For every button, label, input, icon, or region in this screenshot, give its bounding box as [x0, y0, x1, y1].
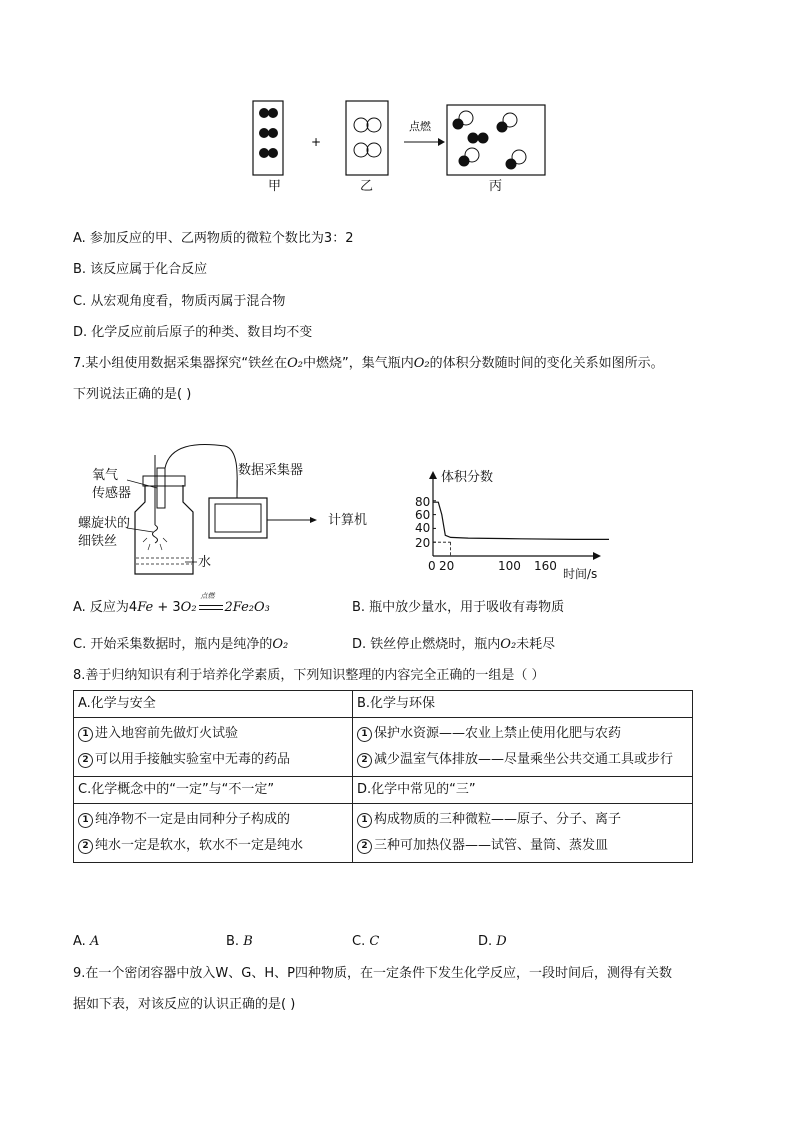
q8-option-b: [226, 934, 253, 950]
x-tick-20: 20: [439, 559, 455, 573]
table-row: [74, 777, 693, 804]
q7-stem-part1: 7.某小组使用数据采集器探究“铁丝在: [73, 356, 288, 371]
table-row: [74, 691, 693, 718]
cell-d-head: D.化学中常见的“三”: [353, 777, 693, 804]
q7-opt-a-prefix: A. 反应为4: [73, 600, 138, 615]
y-tick-60: 60: [415, 508, 431, 522]
arrow-head: [438, 138, 445, 146]
q7-option-b: B. 瓶中放少量水，用于吸收有毒物质: [352, 600, 565, 615]
cell-b-item-1: [357, 721, 688, 747]
q7-stem-line1: [73, 356, 664, 372]
equation-equals-sign: [199, 605, 223, 610]
cell-c-item-1-text: 纯净物不一定是由同种分子构成的: [95, 812, 291, 827]
cell-a-item-1-text: 进入地窖前先做灯火试验: [95, 726, 239, 741]
q7-opt-d-o2: O₂: [500, 637, 517, 652]
o2-curve: [433, 502, 609, 539]
label-data-collector: 数据采集器: [238, 463, 304, 478]
cell-c-head: C.化学概念中的“一定”与“不一定”: [74, 777, 353, 804]
label-bing: 丙: [489, 179, 503, 194]
q8-option-d: [478, 934, 507, 950]
table-row: [74, 804, 693, 863]
wire-leader: [127, 528, 153, 532]
table-row: [74, 718, 693, 777]
label-jia: 甲: [268, 179, 282, 194]
q7-opt-c-text: C. 开始采集数据时，瓶内是纯净的: [73, 637, 273, 652]
q7-opt-d-text: D. 铁丝停止燃烧时，瓶内: [352, 637, 501, 652]
box-yi: [346, 101, 388, 175]
q8-option-a-prefix: A.: [73, 934, 90, 949]
oxygen-sensor-probe: [157, 468, 165, 508]
q7-o2-b: O₂: [413, 356, 430, 371]
q6-option-d: D. 化学反应前后原子的种类、数目均不变: [73, 325, 313, 340]
q7-stem-part2: 中燃烧”，集气瓶内: [303, 356, 414, 371]
cell-c-body: [74, 804, 353, 863]
spark-marks: [143, 538, 167, 550]
circle-number-2: 2: [357, 839, 372, 854]
plus-sign: +: [311, 135, 322, 149]
q7-opt-a-o2: O₂: [180, 600, 197, 615]
particle-diagram: [240, 98, 560, 198]
y-tick-20: 20: [415, 536, 431, 550]
y-axis-arrow: [429, 471, 437, 479]
q8-option-d-prefix: D.: [478, 934, 497, 949]
circle-number-2: 2: [357, 753, 372, 768]
data-collector-screen: [215, 504, 261, 532]
label-oxygen-sensor-1: 氧气: [92, 468, 119, 483]
q8-option-c-prefix: C.: [352, 934, 370, 949]
q7-opt-a-eq: [197, 592, 225, 616]
q6-option-c: C. 从宏观角度看，物质丙属于混合物: [73, 294, 286, 309]
cell-c-item-2: [78, 833, 348, 859]
q7-opt-a-condition: 点燃: [200, 592, 215, 600]
knowledge-table: [73, 690, 693, 863]
q7-opt-a-product: 2Fe₂O₃: [224, 600, 270, 615]
graph-y-label: 体积分数: [441, 470, 494, 485]
q7-o2-a: O₂: [287, 356, 304, 371]
cell-b-item-2-text: 减少温室气体排放——尽量乘坐公共交通工具或步行: [374, 752, 674, 767]
q7-option-d: [352, 637, 555, 653]
label-iron-wire-2: 细铁丝: [78, 534, 118, 549]
cell-a-body: [74, 718, 353, 777]
apparatus-diagram: [85, 440, 385, 580]
cell-d-item-1-text: 构成物质的三种微粒——原子、分子、离子: [374, 812, 622, 827]
cell-b-head: B.化学与环保: [353, 691, 693, 718]
cell-a-head: A.化学与安全: [74, 691, 353, 718]
cell-b-item-1-text: 保护水资源——农业上禁止使用化肥与农药: [374, 726, 622, 741]
cell-d-item-2: [357, 833, 688, 859]
molecules-bing: [453, 111, 526, 169]
q7-opt-a-mid: + 3: [153, 600, 181, 615]
q7-option-c: [73, 637, 288, 653]
circle-number-1: 1: [78, 813, 93, 828]
label-yi: 乙: [360, 179, 374, 194]
circle-number-1: 1: [78, 727, 93, 742]
cell-d-item-2-text: 三种可加热仪器——试管、量筒、蒸发皿: [374, 838, 609, 853]
y-tick-80: 80: [415, 495, 431, 509]
cell-d-item-1: [357, 807, 688, 833]
q6-option-a: A. 参加反应的甲、乙两物质的微粒个数比为3：2: [73, 231, 354, 246]
cell-c-item-2-text: 纯水一定是软水，软水不一定是纯水: [95, 838, 304, 853]
molecules-yi: [354, 118, 381, 157]
sensor-leader: [127, 480, 157, 488]
cell-b-body: [353, 718, 693, 777]
sensor-cable: [165, 445, 237, 498]
circle-number-2: 2: [78, 839, 93, 854]
circle-number-1: 1: [357, 813, 372, 828]
iron-wire-spiral: [153, 525, 158, 543]
x-tick-0: 0: [428, 559, 436, 573]
x-tick-100: 100: [498, 559, 521, 573]
arrow-to-computer-head: [310, 517, 317, 523]
q6-option-b: B. 该反应属于化合反应: [73, 262, 208, 277]
bottle-stopper: [143, 476, 185, 486]
q9-stem-line2: 据如下表，对该反应的认识正确的是( ): [73, 997, 296, 1012]
x-axis-arrow: [593, 552, 601, 560]
q7-stem-part3: 的体积分数随时间的变化关系如图所示。: [429, 356, 664, 371]
q8-option-a: [73, 934, 99, 950]
q8-option-c-letter: C: [369, 934, 380, 949]
circle-number-2: 2: [78, 753, 93, 768]
atoms-jia: [259, 108, 278, 158]
q8-option-c: [352, 934, 379, 950]
q7-stem-line2: 下列说法正确的是( ): [73, 387, 192, 402]
q8-option-b-letter: B: [243, 934, 253, 949]
y-tick-40: 40: [415, 521, 431, 535]
q8-option-b-prefix: B.: [226, 934, 244, 949]
arrow-condition-label: 点燃: [409, 120, 431, 133]
q7-option-a: [73, 592, 270, 616]
label-water: 水: [198, 555, 212, 570]
cell-c-item-1: [78, 807, 348, 833]
q7-opt-d-suffix: 未耗尽: [516, 637, 556, 652]
cell-a-item-2: [78, 747, 348, 773]
label-computer: 计算机: [328, 513, 368, 528]
q8-option-d-letter: D: [496, 934, 507, 949]
cell-a-item-1: [78, 721, 348, 747]
q8-option-a-letter: A: [89, 934, 100, 949]
cell-d-body: [353, 804, 693, 863]
circle-number-1: 1: [357, 727, 372, 742]
q8-stem: 8.善于归纳知识有利于培养化学素质，下列知识整理的内容完全正确的一组是（ ）: [73, 668, 545, 683]
cell-a-item-2-text: 可以用手接触实验室中无毒的药品: [95, 752, 291, 767]
label-iron-wire-1: 螺旋状的: [78, 516, 131, 531]
q7-opt-c-o2: O₂: [272, 637, 289, 652]
gas-collecting-bottle: [135, 485, 193, 574]
q9-stem-line1: 9.在一个密闭容器中放入W、G、H、P四种物质，在一定条件下发生化学反应，一段时间后，测得有关数: [73, 966, 672, 981]
q7-opt-a-fe: Fe: [137, 600, 154, 615]
label-oxygen-sensor-2: 传感器: [92, 486, 132, 501]
graph-x-label: 时间/s: [563, 567, 598, 581]
x-tick-160: 160: [534, 559, 557, 573]
cell-b-item-2: [357, 747, 688, 773]
